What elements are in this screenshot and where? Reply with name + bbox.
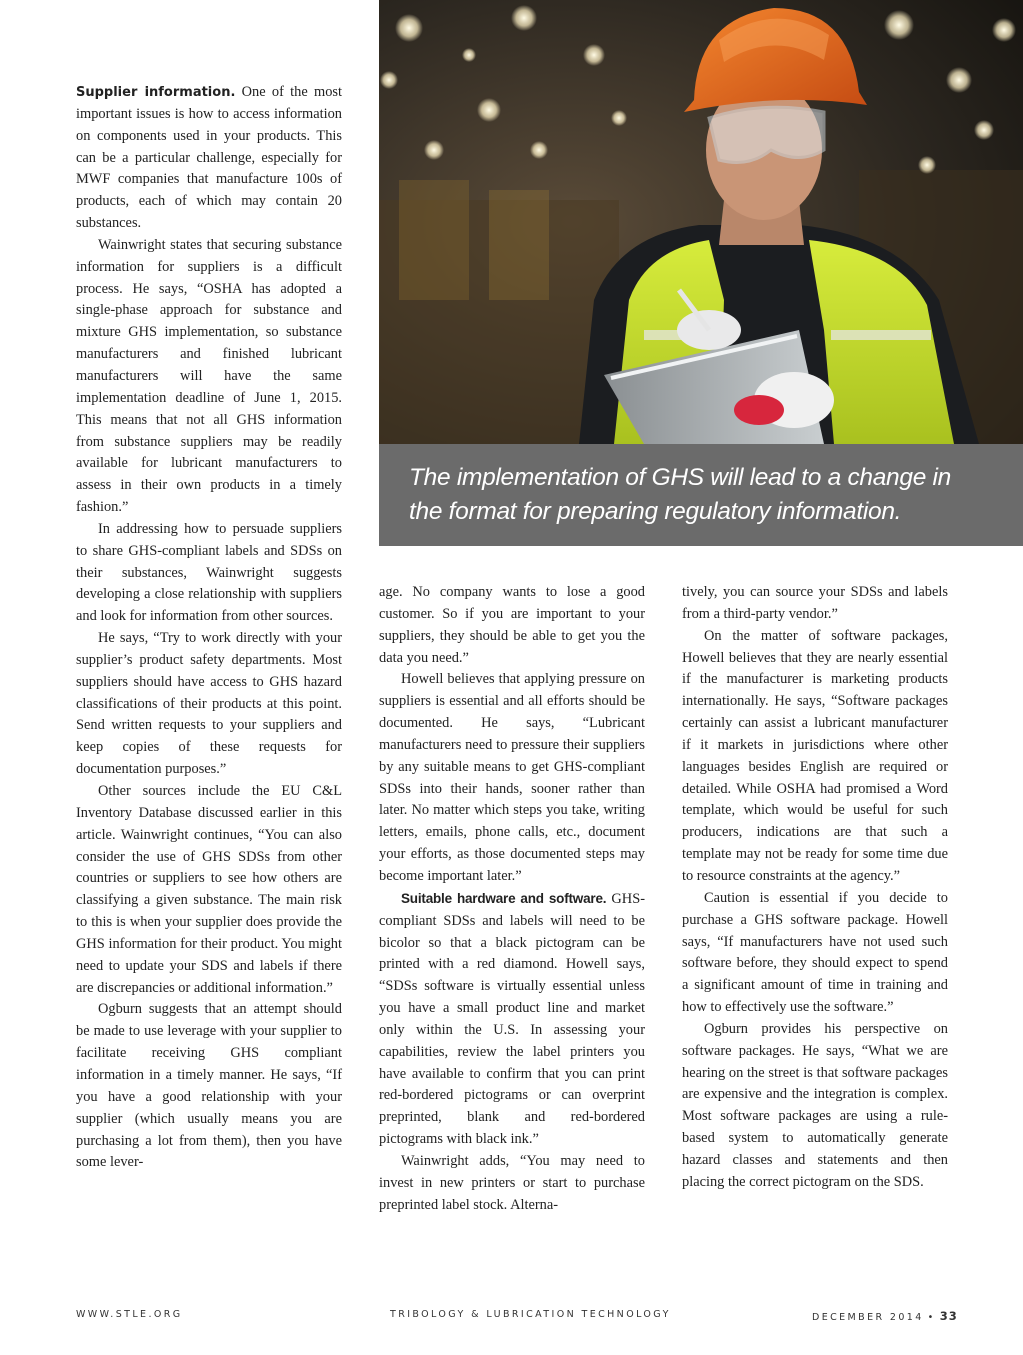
paragraph-text: One of the most important issues is how to access information on components used in your products. This can be a particular challenge, especially for MWF companies that manufacture 100s of products, each of which may contain 20 substances. [76, 84, 342, 232]
paragraph: Ogburn suggests that an attempt should be made to use leverage with your supplier to facilitate receiving GHS compliant information in a timely manner. He says, “If you have a good relationship with your supplier (which usually means you are purchasing a lot from them), then you have some lever- [76, 1001, 342, 1171]
paragraph: Wainwright states that securing substance information for suppliers is a difficult process. He says, “OSHA has adopted a single-phase approach for substance and mixture GHS implementation, so substance manufacturers and finished lubricant manufacturers will have the same implementation deadline of June 1, 2015. This means that not all GHS information from substance suppliers may be readily available for lubricant manufacturers to assess in their own products in a timely fashion.” [76, 236, 342, 516]
article-column-2 [379, 582, 645, 1216]
paragraph: age. No company wants to lose a good customer. So if you are important to your suppliers, they should be able to get you the data you need.” [379, 584, 645, 666]
worker-illustration [379, 0, 1023, 444]
photo-caption-box [379, 444, 1023, 546]
paragraph: In addressing how to persuade suppliers to share GHS-compliant labels and SDSs on their substances, Wainwright suggests developing a close relationship with suppliers and look for information from other sources. [76, 520, 342, 625]
article-column-1 [76, 82, 342, 1174]
paragraph: He says, “Try to work directly with your supplier’s product safety departments. Most suppliers should have access to GHS hazard classifications of their products at this point. Send written requests to your suppliers and keep copies of these requests for documentation purposes.” [76, 630, 342, 778]
paragraph: Other sources include the EU C&L Inventory Database discussed earlier in this article. Wainwright continues, “You can also consider the use of GHS SDSs from other countries or suppliers to see how others are classifying a given substance. The main risk to this is when your supplier does provide the GHS information for their product. You might need to update your SDS and labels if there are discrepancies or additional information.” [76, 783, 342, 996]
section-heading-supplier-information: Supplier information. [76, 85, 236, 100]
footer-website: WWW.STLE.ORG [76, 1309, 183, 1320]
paragraph-text: GHS-compliant SDSs and labels will need to be bicolor so that a black pictogram can be printed with a red diamond. Howell says, “SDSs software is virtually essential unless you have a small product line and market only within the U.S. In assessing your capabilities, review the label printers you have available to confirm that you can print red-bordered pictograms or can overprint preprinted, blank and red-bordered pictograms with black ink.” [379, 890, 645, 1148]
section-heading-hardware-software: Suitable hardware and software. [401, 890, 607, 906]
paragraph [76, 82, 342, 235]
paragraph: Howell believes that applying pressure on suppliers is essential and all efforts should be documented. He says, “Lubricant manufacturers need to pressure their suppliers by any suitable means to get GHS-compliant SDSs into their hands, sooner rather than later. No matter which steps you take, writing letters, emails, phone calls, etc., document your efforts, as those documented steps may become important later.” [379, 671, 645, 884]
paragraph: On the matter of software packages, Howell believes that they are nearly essential if the manufacturer is marketing products internationally. He says, “Software packages certainly can assist a lubricant manufacturer if it markets in jurisdictions where other languages besides English are required or detailed. While OSHA had promised a Word template, which would be useful for such producers, indications are that such a template may not be ready for some time due to resource constraints at the agency.” [682, 627, 948, 884]
footer-separator: • [927, 1312, 936, 1323]
article-column-3 [682, 582, 948, 1194]
footer-date: DECEMBER 2014 [812, 1312, 924, 1323]
photo-caption: The implementation of GHS will lead to a change in the format for preparing regulatory information. [409, 464, 951, 525]
footer-publication: TRIBOLOGY & LUBRICATION TECHNOLOGY [390, 1309, 671, 1320]
page-number: 33 [939, 1309, 958, 1323]
paragraph: Caution is essential if you decide to purchase a GHS software package. Howell says, “If manufacturers have not used such software before, they should expect to spend a significant amount of time in training and how to effectively use the software.” [682, 889, 948, 1016]
paragraph: Wainwright adds, “You may need to invest in new printers or start to purchase preprinted label stock. Alterna- [379, 1152, 645, 1213]
footer-date-page [812, 1309, 958, 1323]
paragraph [379, 888, 645, 1151]
paragraph: Ogburn provides his perspective on software packages. He says, “What we are hearing on the street is that software packages are expensive and the integration is complex. Most software packages are using a rule-based system to automatically generate hazard classes and statements and then placing the correct pictogram on the SDS. [682, 1020, 948, 1190]
paragraph: tively, you can source your SDSs and labels from a third-party vendor.” [682, 584, 948, 622]
worker-photo [379, 0, 1023, 444]
